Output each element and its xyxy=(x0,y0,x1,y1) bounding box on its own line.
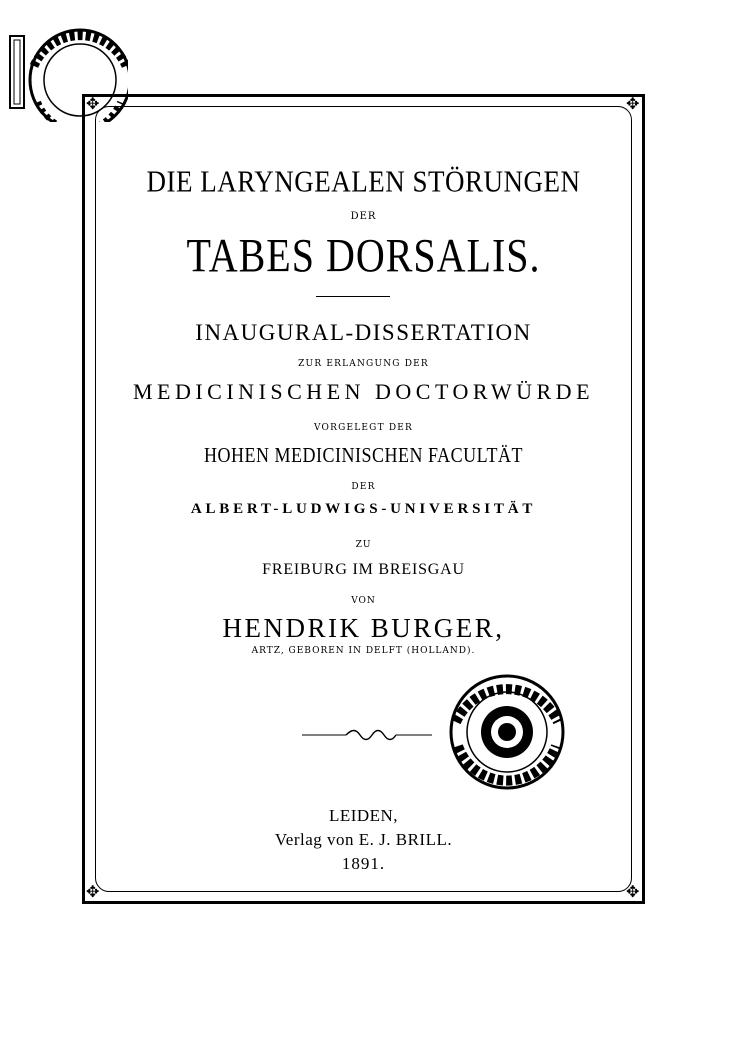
place-line: LEIDEN, xyxy=(328,806,399,825)
year-line: 1891. xyxy=(341,854,386,873)
at-line: ZU xyxy=(355,540,372,550)
of-line: DER xyxy=(351,482,376,492)
degree-line: MEDICINISCHEN DOCTORWÜRDE xyxy=(132,379,595,404)
title-line-2: TABES DORSALIS. xyxy=(186,228,541,283)
dissertation-heading: INAUGURAL-DISSERTATION xyxy=(195,320,532,345)
author-name: HENDRIK BURGER, xyxy=(222,613,505,643)
faculty-line: HOHEN MEDICINISCHEN FACULTÄT xyxy=(204,442,523,467)
library-stamp xyxy=(442,672,572,792)
ornamental-rule xyxy=(302,728,432,742)
purpose-line: ZUR ERLANGUNG DER xyxy=(298,359,429,369)
university-line: ALBERT-LUDWIGS-UNIVERSITÄT xyxy=(190,501,537,517)
corner-ornament-icon: ✥ xyxy=(626,882,640,901)
corner-ornament-icon: ✥ xyxy=(86,882,100,901)
publisher-line: Verlag von E. J. BRILL. xyxy=(274,830,453,849)
title-divider xyxy=(316,296,390,297)
by-line: VON xyxy=(351,596,376,606)
corner-ornament-icon: ✥ xyxy=(626,94,640,113)
submitted-to-line: VORGELEGT DER xyxy=(313,423,414,433)
title-line-1: DIE LARYNGEALEN STÖRUNGEN xyxy=(146,163,581,199)
title-connector: DER xyxy=(350,211,377,222)
city-line: FREIBURG IM BREISGAU xyxy=(262,561,465,578)
corner-ornament-icon: ✥ xyxy=(86,94,100,113)
author-note: ARTZ, GEBOREN IN DELFT (HOLLAND). xyxy=(251,646,476,656)
